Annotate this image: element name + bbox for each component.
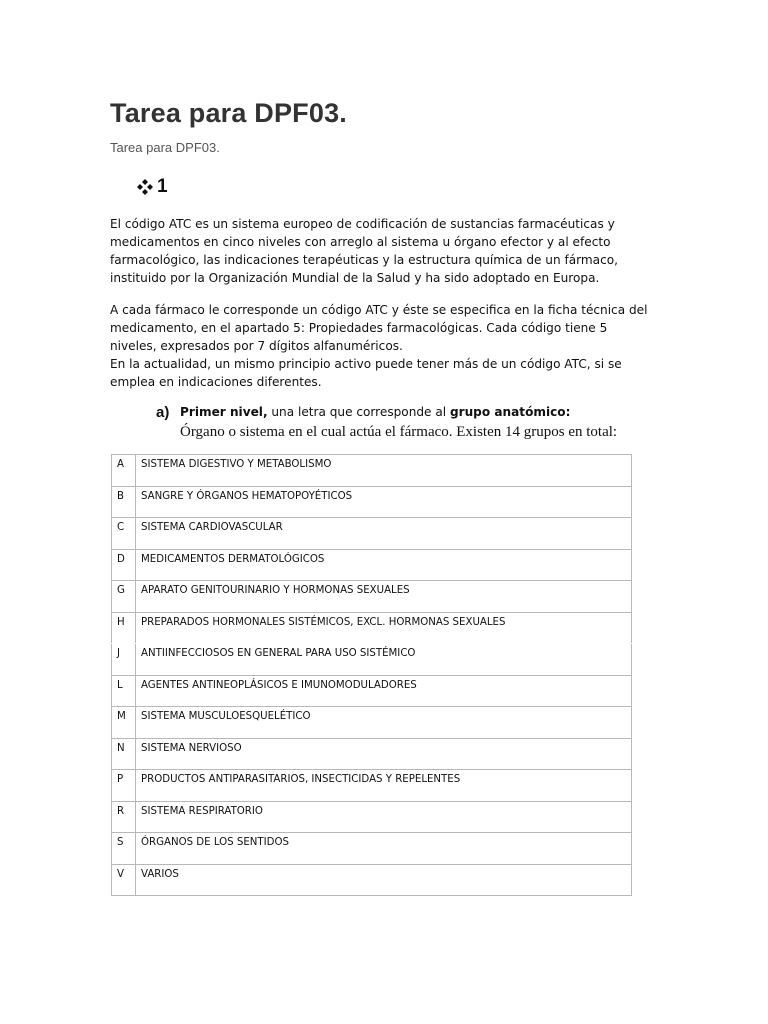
group-code: V bbox=[112, 864, 136, 896]
table-row bbox=[112, 486, 632, 518]
group-name: SISTEMA RESPIRATORIO bbox=[136, 801, 632, 833]
group-name: SANGRE Y ÓRGANOS HEMATOPOYÉTICOS bbox=[136, 486, 632, 518]
table-row bbox=[112, 644, 632, 676]
section-heading bbox=[136, 176, 168, 198]
table-row bbox=[112, 581, 632, 613]
table-row bbox=[112, 770, 632, 802]
four-diamond-bullet-icon bbox=[136, 178, 154, 196]
list-item-term: Primer nivel, bbox=[180, 405, 268, 419]
group-name: SISTEMA MUSCULOESQUELÉTICO bbox=[136, 707, 632, 739]
group-code: R bbox=[112, 801, 136, 833]
group-code: J bbox=[112, 644, 136, 676]
group-code: H bbox=[112, 612, 136, 644]
group-code: N bbox=[112, 738, 136, 770]
page-subtitle: Tarea para DPF03. bbox=[110, 140, 220, 155]
group-code: G bbox=[112, 581, 136, 613]
paragraph-atc-multiple: En la actualidad, un mismo principio activo puede tener más de un código ATC, si se emplea en indicaciones diferentes. bbox=[110, 357, 622, 389]
page-title: Tarea para DPF03. bbox=[110, 98, 348, 128]
group-name: SISTEMA DIGESTIVO Y METABOLISMO bbox=[136, 455, 632, 487]
table-row bbox=[112, 833, 632, 865]
group-code: S bbox=[112, 833, 136, 865]
table-row bbox=[112, 864, 632, 896]
group-name: SISTEMA CARDIOVASCULAR bbox=[136, 518, 632, 550]
group-name: PREPARADOS HORMONALES SISTÉMICOS, EXCL. HORMONAS SEXUALES bbox=[136, 612, 632, 644]
group-code: C bbox=[112, 518, 136, 550]
paragraph-atc-levels: A cada fármaco le corresponde un código ATC y éste se especifica en la ficha técnica del medicamento, en el apartado 5: Propiedades farmacológicas. Cada código tiene 5 niveles, expresados por 7 dígitos alfanuméricos. bbox=[110, 303, 648, 353]
group-name: ANTIINFECCIOSOS EN GENERAL PARA USO SISTÉMICO bbox=[136, 644, 632, 676]
group-name: AGENTES ANTINEOPLÁSICOS E IMUNOMODULADORES bbox=[136, 675, 632, 707]
anatomical-groups-table bbox=[111, 454, 632, 896]
group-name: APARATO GENITOURINARIO Y HORMONAS SEXUALES bbox=[136, 581, 632, 613]
table-row bbox=[112, 455, 632, 487]
table-row bbox=[112, 675, 632, 707]
group-name: MEDICAMENTOS DERMATOLÓGICOS bbox=[136, 549, 632, 581]
paragraph-atc-definition: El código ATC es un sistema europeo de codificación de sustancias farmacéuticas y medicamentos en cinco niveles con arreglo al sistema u órgano efector y al efecto farmacológico, las indicaciones terapéuticas y la estructura química de un fármaco, instituido por la Organización Mundial de la Salud y ha sido adoptado en Europa. bbox=[110, 217, 618, 285]
group-code: L bbox=[112, 675, 136, 707]
group-code: A bbox=[112, 455, 136, 487]
group-name: VARIOS bbox=[136, 864, 632, 896]
table-row bbox=[112, 738, 632, 770]
group-code: M bbox=[112, 707, 136, 739]
group-name: SISTEMA NERVIOSO bbox=[136, 738, 632, 770]
group-name: ÓRGANOS DE LOS SENTIDOS bbox=[136, 833, 632, 865]
table-row bbox=[112, 518, 632, 550]
table-row bbox=[112, 707, 632, 739]
section-number: 1 bbox=[157, 176, 168, 197]
group-name: PRODUCTOS ANTIPARASITARIOS, INSECTICIDAS Y REPELENTES bbox=[136, 770, 632, 802]
group-code: P bbox=[112, 770, 136, 802]
group-code: D bbox=[112, 549, 136, 581]
table-row bbox=[112, 801, 632, 833]
list-item-highlight: grupo anatómico: bbox=[449, 405, 571, 419]
table-row bbox=[112, 549, 632, 581]
group-code: B bbox=[112, 486, 136, 518]
table-row bbox=[112, 612, 632, 644]
list-item-continuation: Órgano o sistema en el cual actúa el fármaco. Existen 14 grupos en total: bbox=[180, 424, 618, 440]
list-item-line bbox=[180, 405, 570, 419]
list-marker: a) bbox=[156, 404, 170, 421]
list-item-text: una letra que corresponde al bbox=[267, 405, 450, 419]
